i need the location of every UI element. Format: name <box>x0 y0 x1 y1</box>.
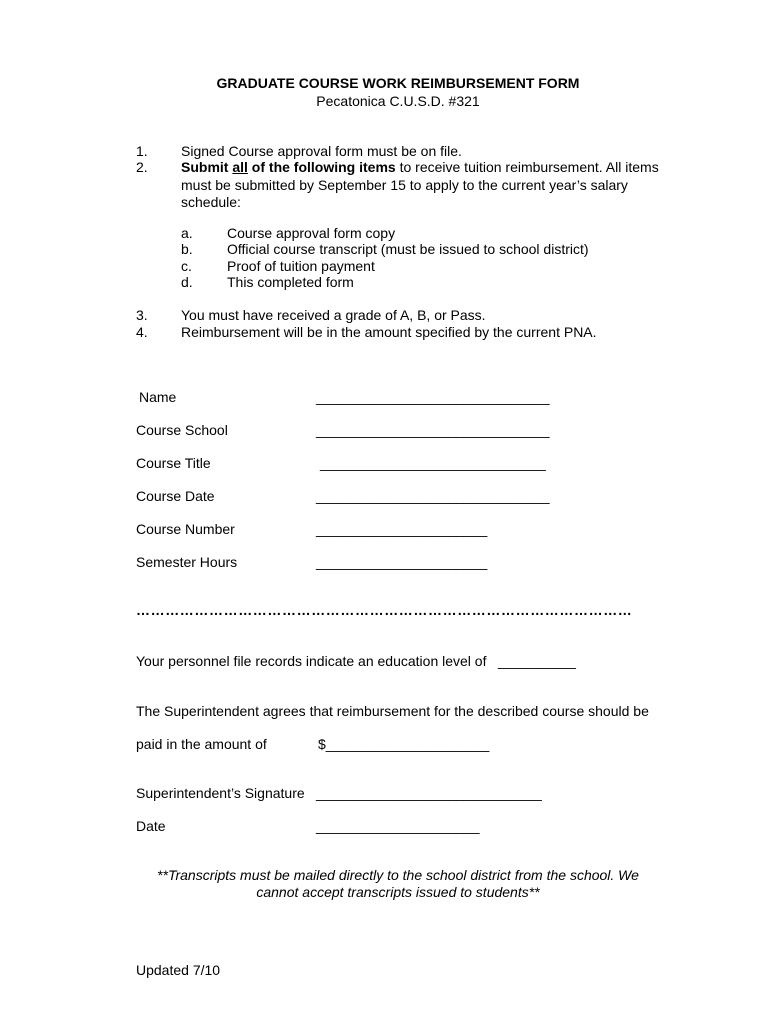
item-2-text <box>181 159 659 175</box>
semester-hours-field[interactable]: ______________________ <box>316 554 488 570</box>
sub-item-d-text: This completed form <box>227 274 354 290</box>
item-2-line-3: schedule: <box>181 194 241 210</box>
item-2-rest: to receive tuition reimbursement. All items <box>395 159 659 175</box>
name-label: Name <box>139 389 177 405</box>
transcript-note-line-1: **Transcripts must be mailed directly to the school district from the school. We <box>157 867 639 883</box>
sub-item-b-letter: b. <box>181 241 193 257</box>
form-title: GRADUATE COURSE WORK REIMBURSEMENT FORM <box>216 75 580 91</box>
district-name: Pecatonica C.U.S.D. #321 <box>316 93 480 109</box>
paid-amount-field[interactable]: $_____________________ <box>318 736 490 752</box>
superintendent-statement: The Superintendent agrees that reimbursement for the described course should be <box>136 703 649 719</box>
updated-date: Updated 7/10 <box>136 962 221 978</box>
course-title-field[interactable]: _____________________________ <box>320 455 546 471</box>
item-2-line-2: must be submitted by September 15 to apply to the current year’s salary <box>181 177 628 193</box>
transcript-note-line-2: cannot accept transcripts issued to students** <box>256 884 540 900</box>
course-date-field[interactable]: ______________________________ <box>316 488 550 504</box>
item-1-number: 1. <box>136 143 148 159</box>
item-2-bold-text <box>181 159 396 175</box>
item-2-bold-post: of the following items <box>247 159 396 175</box>
semester-hours-label: Semester Hours <box>136 554 238 570</box>
course-school-label: Course School <box>136 422 228 438</box>
course-school-field[interactable]: ______________________________ <box>316 422 550 438</box>
sub-item-c-letter: c. <box>181 258 192 274</box>
name-field[interactable]: ______________________________ <box>316 389 550 405</box>
sub-item-a-letter: a. <box>181 225 193 241</box>
item-3-number: 3. <box>136 307 148 323</box>
item-2-bold-pre: Submit <box>181 159 233 175</box>
paid-amount-label: paid in the amount of <box>136 736 267 752</box>
sub-item-d-letter: d. <box>181 274 193 290</box>
education-level-field[interactable]: __________ <box>498 653 576 669</box>
course-number-label: Course Number <box>136 521 235 537</box>
item-2-underlined-all: all <box>232 159 248 175</box>
dotted-separator: ………………………………………………………………………………………… <box>136 602 633 618</box>
education-level-text: Your personnel file records indicate an education level of <box>136 653 487 669</box>
sub-item-a-text: Course approval form copy <box>227 225 396 241</box>
course-title-label: Course Title <box>136 455 211 471</box>
item-1-text: Signed Course approval form must be on file. <box>181 143 462 159</box>
course-number-field[interactable]: ______________________ <box>316 521 488 537</box>
date-label: Date <box>136 818 166 834</box>
item-4-text: Reimbursement will be in the amount specified by the current PNA. <box>181 324 597 340</box>
signature-field[interactable]: _____________________________ <box>316 785 542 801</box>
item-2-number: 2. <box>136 159 148 175</box>
signature-label: Superintendent’s Signature <box>136 785 305 801</box>
sub-item-c-text: Proof of tuition payment <box>227 258 375 274</box>
item-3-text: You must have received a grade of A, B, or Pass. <box>181 307 486 323</box>
item-4-number: 4. <box>136 324 148 340</box>
date-field[interactable]: _____________________ <box>316 818 480 834</box>
sub-item-b-text: Official course transcript (must be issued to school district) <box>227 241 589 257</box>
course-date-label: Course Date <box>136 488 215 504</box>
